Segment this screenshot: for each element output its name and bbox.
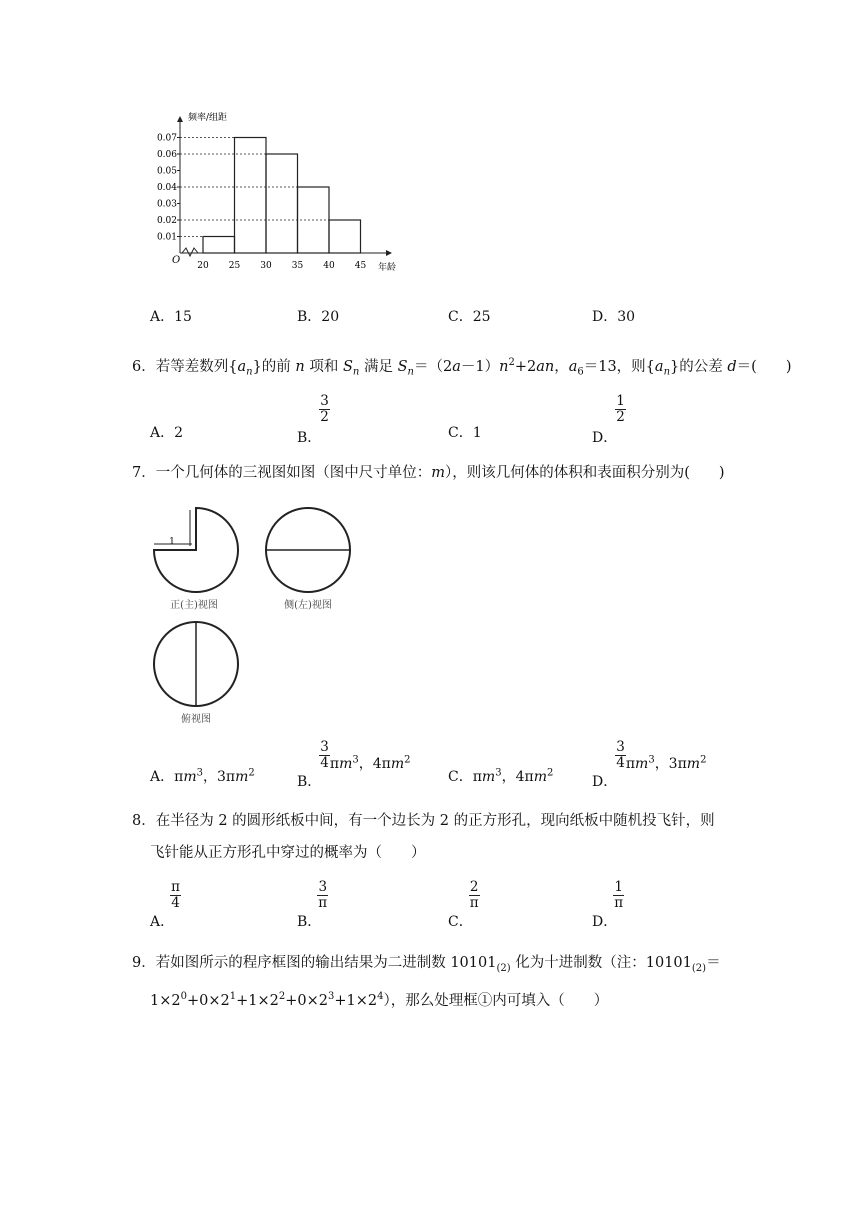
q5-option-c: C．25 bbox=[448, 309, 491, 325]
x-tick-label: 45 bbox=[354, 261, 367, 271]
question-8-line-1: 8．在半径为 2 的圆形纸板中间，有一个边长为 2 的正方形孔，现向纸板中随机投飞针，则 bbox=[132, 813, 715, 829]
histogram-bar bbox=[203, 237, 235, 254]
question-9-line-1: 9．若如图所示的程序框图的输出结果为二进制数 $10101_{(2)}$ 化为十进制数（注：$10101_{(2)}=$ bbox=[132, 955, 721, 974]
axis-break-mark bbox=[182, 248, 198, 256]
x-axis-arrow bbox=[386, 250, 392, 256]
q8-option-c: C． $\frac{2}{\pi}$ bbox=[448, 879, 479, 930]
question-6-stem: 6．若等差数列$\{a_n\}$的前 n 项和 $S_n$ 满足 $S_n=(2a-1)n^2+2an$，$a_6=13$，则$\{a_n\}$的公差 d＝( ) bbox=[132, 357, 792, 378]
q5-option-a: A．15 bbox=[150, 309, 192, 325]
q6-option-d: D． $\frac{1}{2}$ bbox=[592, 393, 625, 446]
x-axis-label: 年龄 bbox=[378, 263, 397, 273]
q5-option-d: D．30 bbox=[592, 309, 636, 325]
age-frequency-histogram bbox=[150, 108, 410, 278]
q6-option-b: B． $\frac{3}{2}$ bbox=[297, 393, 329, 446]
q8-option-d: D． $\frac{1}{\pi}$ bbox=[592, 879, 624, 930]
y-tick-label: 0.06 bbox=[156, 150, 177, 160]
q8-option-b: B． $\frac{3}{\pi}$ bbox=[297, 879, 328, 930]
top-view-caption: 俯视图 bbox=[181, 714, 211, 725]
q8-option-a: A． $\frac{\pi}{4}$ bbox=[150, 879, 180, 930]
q6-option-a: A．2 bbox=[150, 425, 184, 441]
y-tick-label: 0.03 bbox=[156, 199, 177, 210]
x-tick-label: 25 bbox=[228, 261, 241, 271]
y-tick-label: 0.05 bbox=[156, 166, 177, 177]
three-view-drawing bbox=[148, 502, 368, 732]
x-tick-label: 35 bbox=[291, 261, 304, 271]
q7-option-d: D． $\frac{3}{4}$ $\pi m^3$，$3\pi m^2$ bbox=[592, 739, 707, 790]
x-tick-label: 30 bbox=[260, 261, 272, 271]
question-9-line-2: $1\times 2^0+0\times 2^1+1\times 2^2+0\times 2^3+1\times 2^4$），那么处理框①内可填入（ ） bbox=[150, 991, 609, 1009]
histogram-bar bbox=[266, 154, 298, 253]
x-tick-label: 20 bbox=[197, 261, 209, 271]
q7-option-c: C．$\pi m^3$，$4\pi m^2$ bbox=[448, 767, 554, 785]
histogram-bar bbox=[235, 138, 267, 254]
x-tick-label: 40 bbox=[323, 261, 335, 271]
side-view-caption: 侧(左)视图 bbox=[284, 600, 332, 611]
front-view-shape bbox=[154, 508, 238, 592]
y-tick-label: 0.02 bbox=[156, 216, 177, 226]
front-view-caption: 正(主)视图 bbox=[170, 600, 218, 611]
dim-label: 1 bbox=[169, 537, 175, 547]
question-8-line-2: 飞针能从正方形孔中穿过的概率为（ ） bbox=[150, 845, 426, 861]
histogram-bar bbox=[329, 220, 361, 253]
question-7-stem: 7．一个几何体的三视图如图（图中尺寸单位：m），则该几何体的体积和表面积分别为( ) bbox=[132, 465, 725, 481]
y-axis-label: 频率/组距 bbox=[188, 113, 228, 123]
origin-label: O bbox=[172, 255, 181, 266]
y-tick-label: 0.01 bbox=[156, 232, 177, 243]
q7-option-a: A．$\pi m^3$，$3\pi m^2$ bbox=[150, 767, 255, 785]
y-tick-label: 0.04 bbox=[156, 183, 177, 193]
q6-option-c: C．1 bbox=[448, 425, 482, 441]
y-axis-arrow bbox=[177, 116, 183, 122]
q5-option-b: B．20 bbox=[297, 309, 340, 325]
q7-option-b: B． $\frac{3}{4}$ $\pi m^3$，$4\pi m^2$ bbox=[297, 739, 411, 790]
y-tick-label: 0.07 bbox=[156, 133, 177, 144]
